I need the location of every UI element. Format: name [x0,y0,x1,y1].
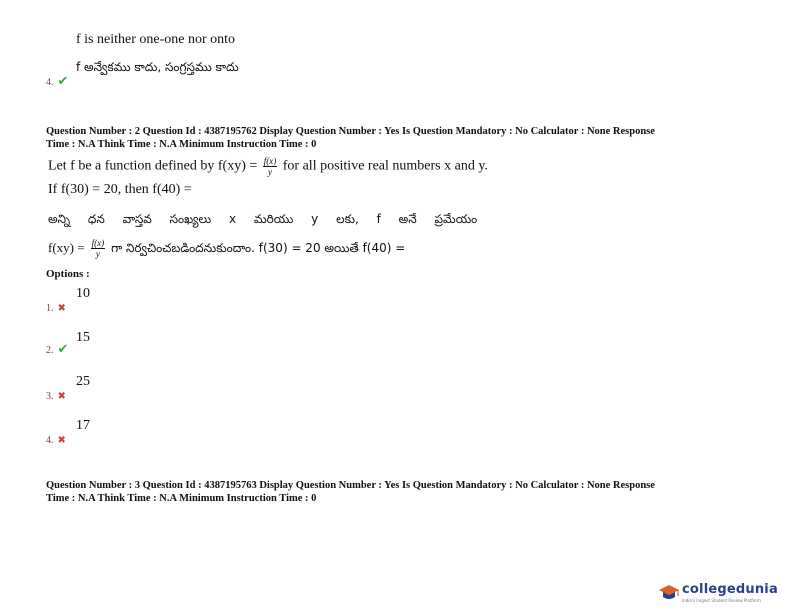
question-meta [46,479,746,505]
option-number: 1. [46,303,54,314]
cross-icon: ✖ [57,435,66,446]
prev-option-marker [46,72,68,90]
option-2[interactable] [46,330,166,370]
option-number: 3. [46,391,54,402]
option-marker [46,340,68,358]
option-number: 4. [46,77,54,88]
option-value: 15 [76,330,90,345]
fraction-numerator: f(x) [91,238,105,248]
option-number: 4. [46,435,54,446]
option-marker [46,430,66,448]
question-te-suffix: గా నిర్వచించబడిందనుకుందాం. f(30) = 20 అయితే f(40) = [111,241,406,256]
prev-option-english: f is neither one-one nor onto [76,32,236,47]
fraction-denominator: y [95,249,100,259]
graduation-cap-icon [658,584,680,602]
question-meta-line1: Question Number : 3 Question Id : 4387195763 Display Question Number : Yes Is Question Mandatory : No Calculator : None Response [46,480,655,491]
question-text-te-line2 [48,238,405,259]
question-te-prefix: f(xy) = [48,240,85,256]
fraction-denominator: y [268,167,273,177]
question-text-en-line2: If f(30) = 20, then f(40) = [48,182,192,197]
fraction-numerator: f(x) [263,156,277,166]
question-meta [46,125,746,151]
option-value: 17 [76,418,90,433]
option-number: 2. [46,345,54,356]
option-value: 25 [76,374,90,389]
option-4[interactable] [46,418,166,458]
option-1[interactable] [46,286,166,326]
cross-icon: ✖ [57,303,66,314]
logo-brand: collegedunia [682,582,778,597]
question-text-en-line1 [48,156,488,177]
check-icon: ✔ [57,342,69,357]
option-value: 10 [76,286,90,301]
option-marker [46,298,66,316]
option-3[interactable] [46,374,166,414]
question-meta-line2: Time : N.A Think Time : N.A Minimum Instruction Time : 0 [46,139,317,150]
check-icon: ✔ [57,74,69,89]
fraction [91,238,106,259]
question-suffix: for all positive real numbers x and y. [282,158,488,174]
collegedunia-logo [658,581,788,607]
cross-icon: ✖ [57,391,66,402]
options-label: Options : [46,268,90,280]
fraction [263,156,278,177]
logo-tagline: India's largest Student Review Platform [682,598,761,603]
question-prefix: Let f be a function defined by f(xy) = [48,158,258,174]
question-meta-line2: Time : N.A Think Time : N.A Minimum Instruction Time : 0 [46,493,317,504]
question-text-te-line1: అన్ని ధన వాస్తవ సంఖ్యలు x మరియు y లకు, f అనే ప్రమేయం [48,212,478,226]
option-marker [46,386,66,404]
prev-option-telugu: f అన్వేకము కాదు, సంగ్రస్తము కాదు [76,60,239,74]
question-meta-line1: Question Number : 2 Question Id : 4387195762 Display Question Number : Yes Is Question Mandatory : No Calculator : None Response [46,126,655,137]
